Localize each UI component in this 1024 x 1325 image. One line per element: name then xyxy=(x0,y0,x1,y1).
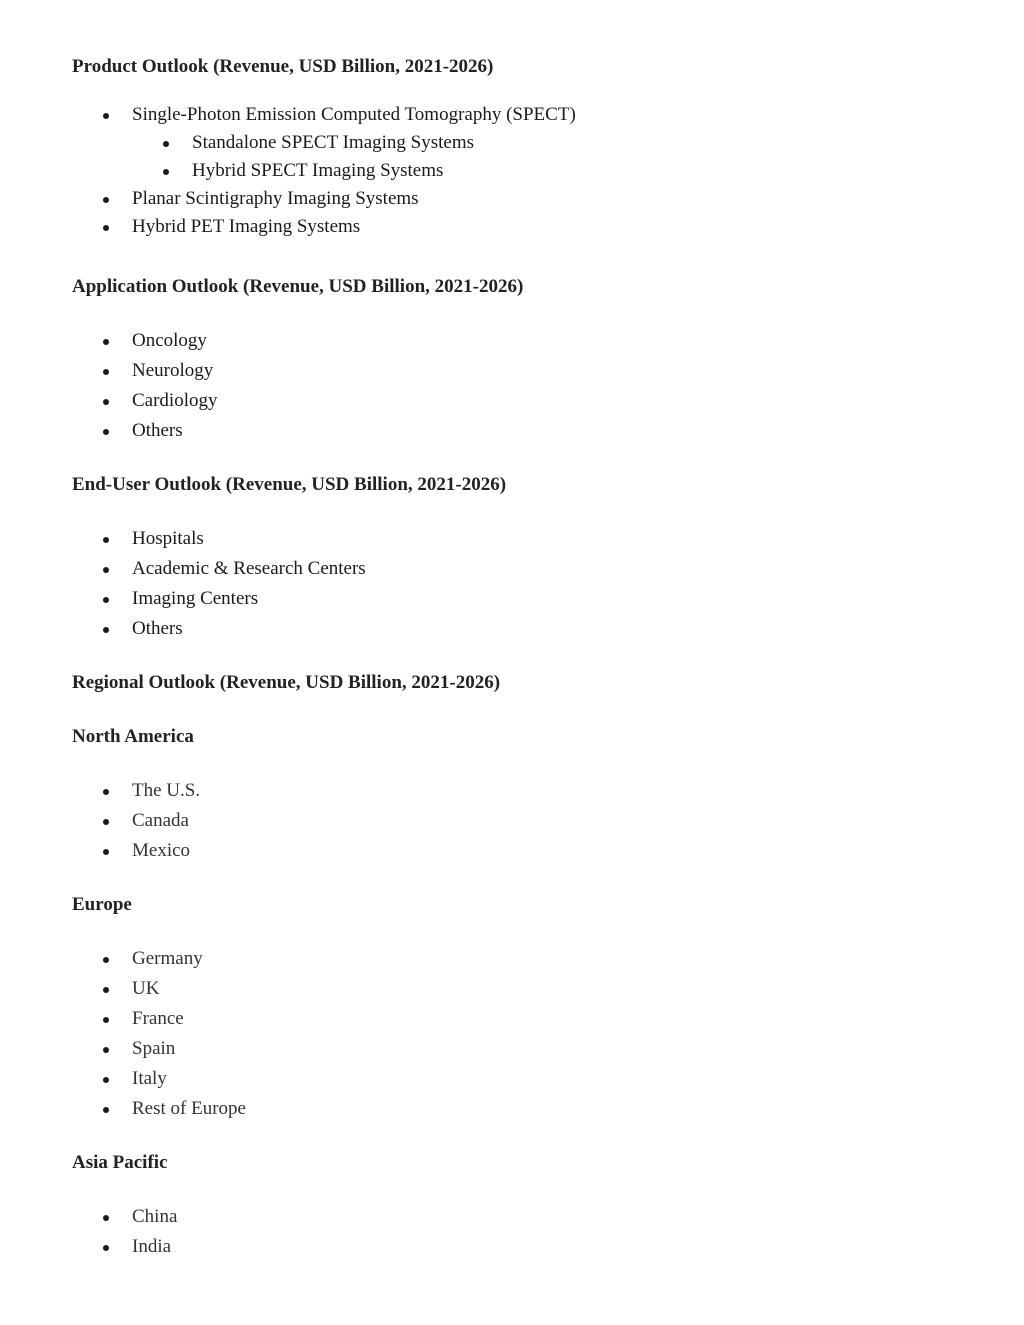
list-item: Hybrid SPECT Imaging Systems xyxy=(0,157,576,185)
list-item: The U.S. xyxy=(0,776,200,806)
list-item: Hybrid PET Imaging Systems xyxy=(0,213,576,241)
list-item: Single-Photon Emission Computed Tomography (SPECT) xyxy=(0,101,576,129)
list-item: UK xyxy=(0,974,246,1004)
north-america-list xyxy=(0,776,200,866)
list-item: Cardiology xyxy=(0,386,218,416)
list-item: Standalone SPECT Imaging Systems xyxy=(0,129,576,157)
list-item: Neurology xyxy=(0,356,218,386)
list-item: Spain xyxy=(0,1034,246,1064)
end-user-outlook-heading: End-User Outlook (Revenue, USD Billion, 2021-2026) xyxy=(72,474,507,495)
list-item: Hospitals xyxy=(0,524,366,554)
europe-heading: Europe xyxy=(72,894,132,915)
end-user-outlook-list xyxy=(0,524,366,644)
product-outlook-list xyxy=(0,101,576,241)
north-america-heading: North America xyxy=(72,726,194,747)
regional-outlook-heading: Regional Outlook (Revenue, USD Billion, 2021-2026) xyxy=(72,672,501,693)
list-item: Academic & Research Centers xyxy=(0,554,366,584)
asia-pacific-heading: Asia Pacific xyxy=(72,1152,168,1173)
list-item: France xyxy=(0,1004,246,1034)
list-item: Italy xyxy=(0,1064,246,1094)
list-item: Planar Scintigraphy Imaging Systems xyxy=(0,185,576,213)
list-item: China xyxy=(0,1202,177,1232)
list-item: Oncology xyxy=(0,326,218,356)
list-item: Others xyxy=(0,614,366,644)
list-item: Imaging Centers xyxy=(0,584,366,614)
list-item: Mexico xyxy=(0,836,200,866)
europe-list xyxy=(0,944,246,1124)
application-outlook-heading: Application Outlook (Revenue, USD Billion, 2021-2026) xyxy=(72,276,524,297)
list-item: Rest of Europe xyxy=(0,1094,246,1124)
list-item: Others xyxy=(0,416,218,446)
asia-pacific-list xyxy=(0,1202,177,1262)
list-item: India xyxy=(0,1232,177,1262)
list-item: Germany xyxy=(0,944,246,974)
list-item: Canada xyxy=(0,806,200,836)
application-outlook-list xyxy=(0,326,218,446)
product-outlook-heading: Product Outlook (Revenue, USD Billion, 2021-2026) xyxy=(72,56,494,77)
